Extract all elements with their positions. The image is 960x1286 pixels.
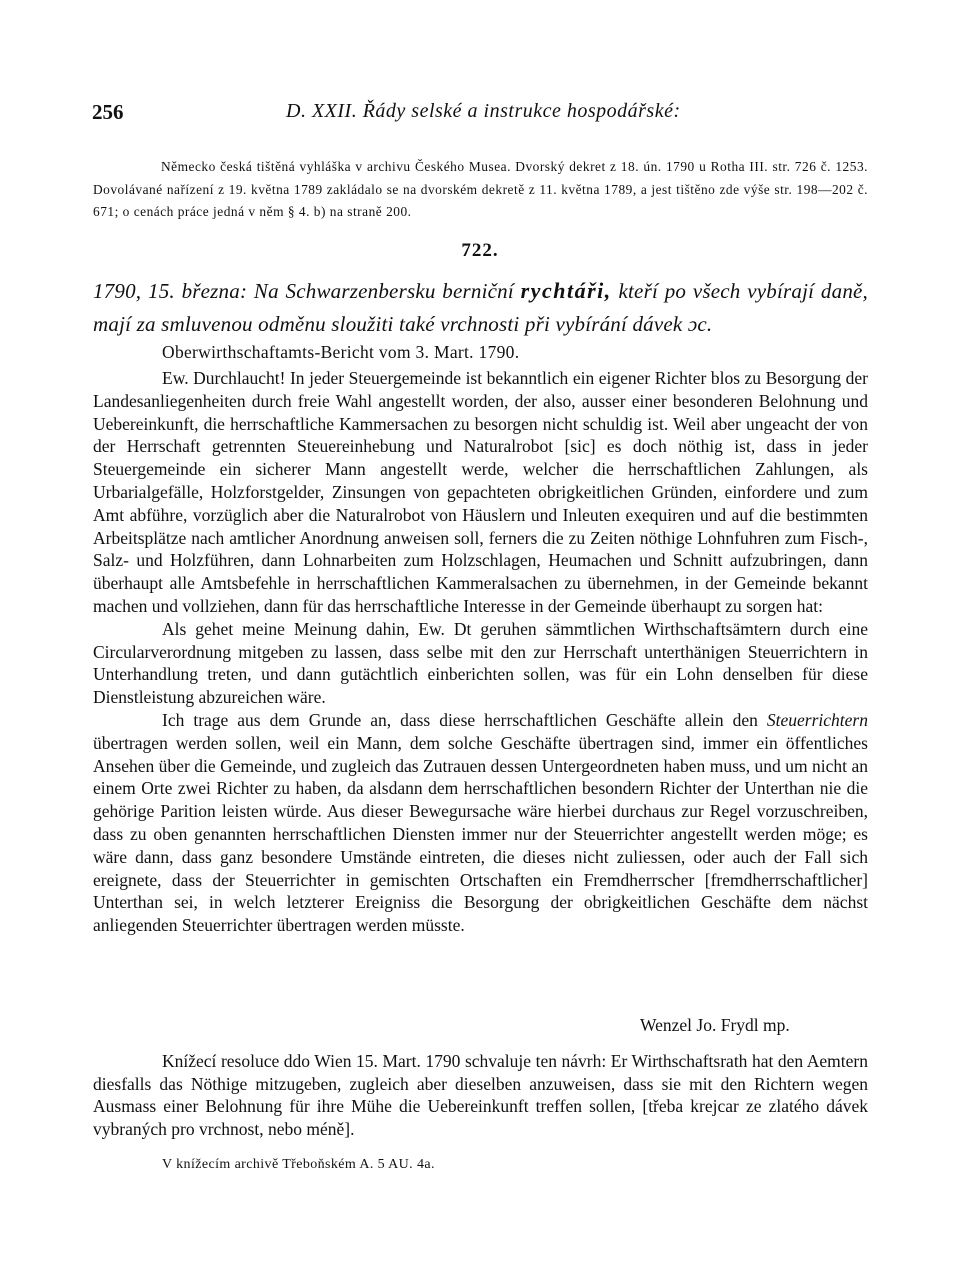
resolution-text: Knížecí resoluce ddo Wien 15. Mart. 1790 schvaluje ten návrh: Er Wirthschaftsrath hat den Aemtern diesfalls das Nöthige mitzugeben, zugleich aber dieselben anzuweisen, dass sie mit den Richtern wegen Ausmass einer Belohnung für ihre Mühe die Uebereinkunft treffen sollen, [třeba krejcar ze zlatého dávek vybraných pro vrchnost, nebo méně]. [93,1051,868,1139]
page-header [92,100,872,132]
paragraph-3-before: Ich trage aus dem Grunde an, dass diese herrschaftlichen Geschäfte allein den [162,709,767,730]
regest [93,274,868,341]
regest-text-after: kteří po všech vybírají daně, mají za smluvenou odměnu sloužiti také vrchnosti při vybírání dávek ɔc. [93,279,868,336]
running-head: D. XXII. Řády selské a instrukce hospodářské: [286,100,681,122]
page-number: 256 [92,100,124,124]
paragraph-3-after: übertragen werden sollen, weil ein Mann, dem solche Geschäfte übertragen sind, immer ein öffentliches Ansehen über die Gemeinde, und zugleich das Zutrauen dessen Untergeordneten haben muss, und um nicht an einem Orte zwei Richter zu haben, da alsdann dem herrschaftlichen besondern Richter der Unterthan nie die gehörige Parition leisten würde. Aus dieser Bewegursache wäre hierbei durchaus zur Regel vorzuschreiben, dass zu oben genannten herrschaftlichen Diensten immer nur der Steuerrichter angestellt werden möge; es wäre dann, dass ganz besondere Umstände eintreten, die dieses nicht zuliessen, oder auch der Fall sich ereignete, dass der Steuerrichter in gemischten Ortschaften ein Fremdherrscher [fremdherrschaftlicher] Unterthan sei, in welch letzterer Ereigniss die Besorgung der obrigkeitlichen Geschäfte dem nächst anliegenden Steuerrichter übertragen werden müsste. [93,732,868,936]
regest-date: 1790, 15. března: [93,279,248,303]
note-text: Německo česká tištěná vyhláška v archivu Českého Musea. Dvorský dekret z 18. ún. 1790 u Rotha III. str. 726 č. 1253. Dovolávané nařízení z 19. května 1789 zakládalo se na dvorském dekretě z 11. května 1789, a jest tištěno zde výše str. 198—202 č. 671; o cenách práce jedná v něm § 4. b) na straně 200. [93,159,868,219]
body-paragraph-2: Als gehet meine Meinung dahin, Ew. Dt geruhen sämmtlichen Wirthschaftsämtern durch eine Circularverordnung mitgeben zu lassen, dass selbe mit den zur Herrschaft unterthänigen Steuerrichtern in Unterhandlung treten, und dann gutächtlich einberichten sollen, was für ein Lohn denselben für diese Dienstleistung abzureichen wäre. [93,618,868,708]
resolution [93,1050,868,1140]
letter-body [93,367,868,937]
regest-text-before: Na Schwarzenbersku berniční [247,279,521,303]
paragraph-3-emphasis: Steuerrichtern [766,709,868,730]
document-number: 722. [461,240,499,261]
regest-keyword: rychtáři, [520,278,612,303]
body-paragraph-3 [93,709,868,937]
regest-paragraph [93,274,868,341]
body-paragraph-1: Ew. Durchlaucht! In jeder Steuergemeinde ist bekanntlich ein eigener Richter blos zu Besorgung der Landesanliegenheiten durch freie Wahl angestellt worden, der also, ausser einer besonderen Belohnung und Uebereinkunft, die herrschaftliche Kammersachen zu besorgen nicht schuldig ist. Weil aber ungeacht der von der Herrschaft getrennten Steuereinhebung und Naturalrobot [sic] es doch nöthig ist, dass in jeder Steuergemeinde ein sicherer Mann angestellt werde, welcher die herrschaftlichen Zahlungen, als Urbarialgefälle, Holzforstgelder, Zinsungen von gepachteten obrigkeitlichen Gründen, einfordere und zum Amt abführe, vorzüglich aber die Naturalrobot von Häuslern und Inleuten exequiren und auf die bestimmten Arbeitsplätze nach amtlicher Anordnung anweisen soll, ferners die zu Zeiten nöthige Lohnfuhren zum Fisch-, Salz- und Holzführen, dann Lohnarbeiten zum Holzschlagen, Heumachen und Schnitt aufzubringen, dann überhaupt alle Amtsbefehle in herrschaftlichen Kammeralsachen zu übernehmen, in der Gemeinde bekannt machen und vollziehen, dann für das herrschaftliche Interesse in der Gemeinde überhaupt zu sorgen hat: [93,368,868,616]
signature: Wenzel Jo. Frydl mp. [640,1015,790,1035]
source-heading: Oberwirthschaftamts-Bericht vom 3. Mart. 1790. [162,342,520,362]
archive-note: V knížecím archivě Třeboňském A. 5 AU. 4a. [162,1157,435,1172]
introductory-note [93,156,868,224]
